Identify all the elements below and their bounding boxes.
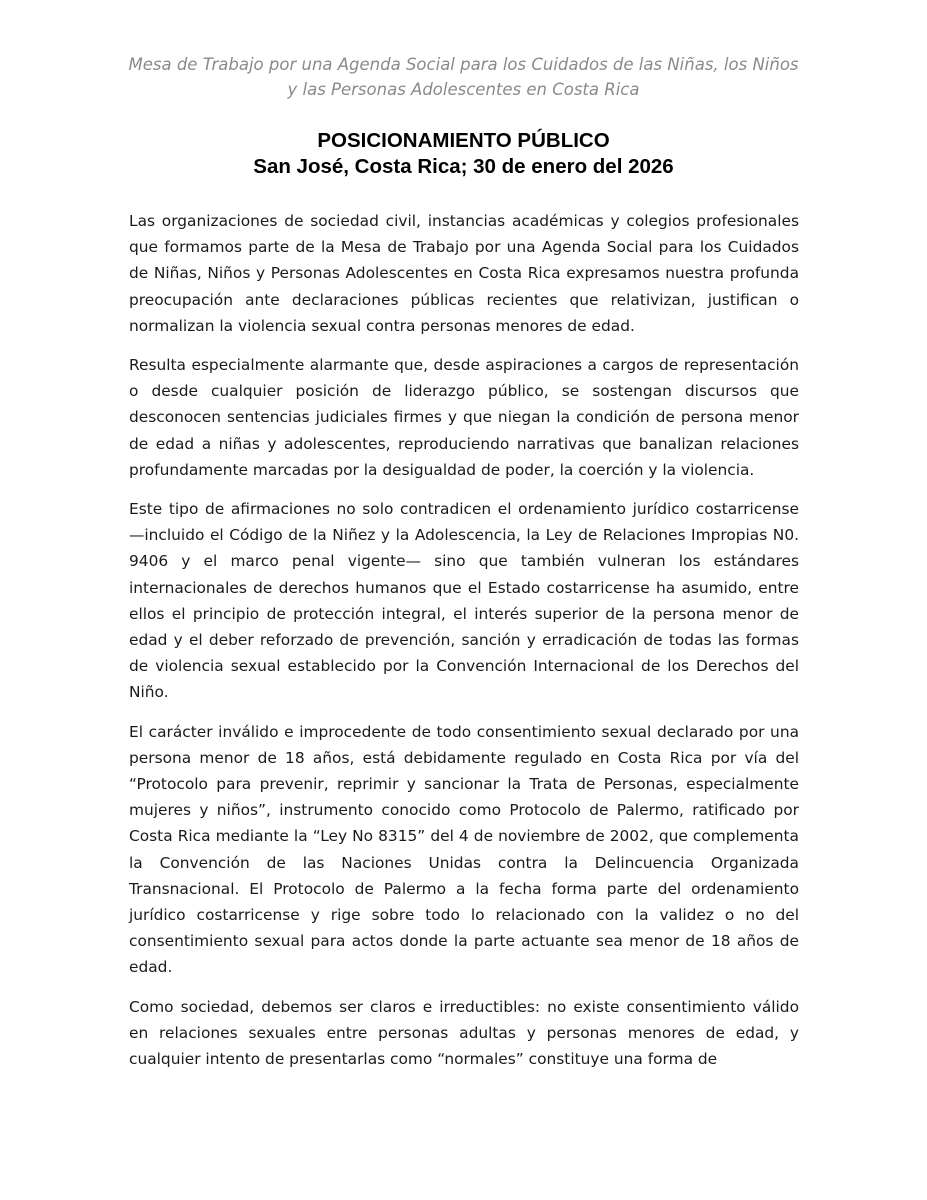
header-line-1: Mesa de Trabajo por una Agenda Social para los Cuidados de las Niñas, los Niños — [128, 55, 799, 74]
document-title-block — [100, 128, 827, 180]
paragraph: Resulta especialmente alarmante que, desde aspiraciones a cargos de representación o desde cualquier posición de liderazgo público, se sostengan discursos que desconocen sentencias judiciales firmes y que niegan la condición de persona menor de edad a niñas y adolescentes, reproduciendo narrativas que banalizan relaciones profundamente marcadas por la desigualdad de poder, la coerción y la violencia. — [129, 356, 799, 479]
document-place-date: San José, Costa Rica; 30 de enero del 2026 — [253, 155, 674, 178]
paragraph: El carácter inválido e improcedente de todo consentimiento sexual declarado por una persona menor de 18 años, está debidamente regulado en Costa Rica por vía del “Protocolo para prevenir, reprimir y sancionar la Trata de Personas, especialmente mujeres y niños”, instrumento conocido como Protocolo de Palermo, ratificado por Costa Rica mediante la “Ley No 8315” del 4 de noviembre de 2002, que complementa la Convención de las Naciones Unidas contra la Delincuencia Organizada Transnacional. El Protocolo de Palermo a la fecha forma parte del ordenamiento jurídico costarricense y rige sobre todo lo relacionado con la validez o no del consentimiento sexual para actos donde la parte actuante sea menor de 18 años de edad. — [129, 722, 799, 977]
document-body — [129, 208, 799, 1085]
paragraph: Como sociedad, debemos ser claros e irreductibles: no existe consentimiento válido en relaciones sexuales entre personas adultas y personas menores de edad, y cualquier intento de presentarlas como “normales” constituye una forma de — [129, 997, 799, 1069]
paragraph: Las organizaciones de sociedad civil, instancias académicas y colegios profesionales que formamos parte de la Mesa de Trabajo por una Agenda Social para los Cuidados de Niñas, Niños y Personas Adolescentes en Costa Rica expresamos nuestra profunda preocupación ante declaraciones públicas recientes que relativizan, justifican o normalizan la violencia sexual contra personas menores de edad. — [129, 212, 799, 335]
document-title: POSICIONAMIENTO PÚBLICO — [317, 129, 610, 152]
document-header — [100, 52, 827, 102]
paragraph: Este tipo de afirmaciones no solo contradicen el ordenamiento jurídico costarricense —incluido el Código de la Niñez y la Adolescencia, la Ley de Relaciones Impropias N0. 9406 y el marco penal vigente— sino que también vulneran los estándares internacionales de derechos humanos que el Estado costarricense ha asumido, entre ellos el principio de protección integral, el interés superior de la persona menor de edad y el deber reforzado de prevención, sanción y erradicación de todas las formas de violencia sexual establecido por la Convención Internacional de los Derechos del Niño. — [129, 500, 799, 702]
header-line-2: y las Personas Adolescentes en Costa Rica — [287, 80, 640, 99]
